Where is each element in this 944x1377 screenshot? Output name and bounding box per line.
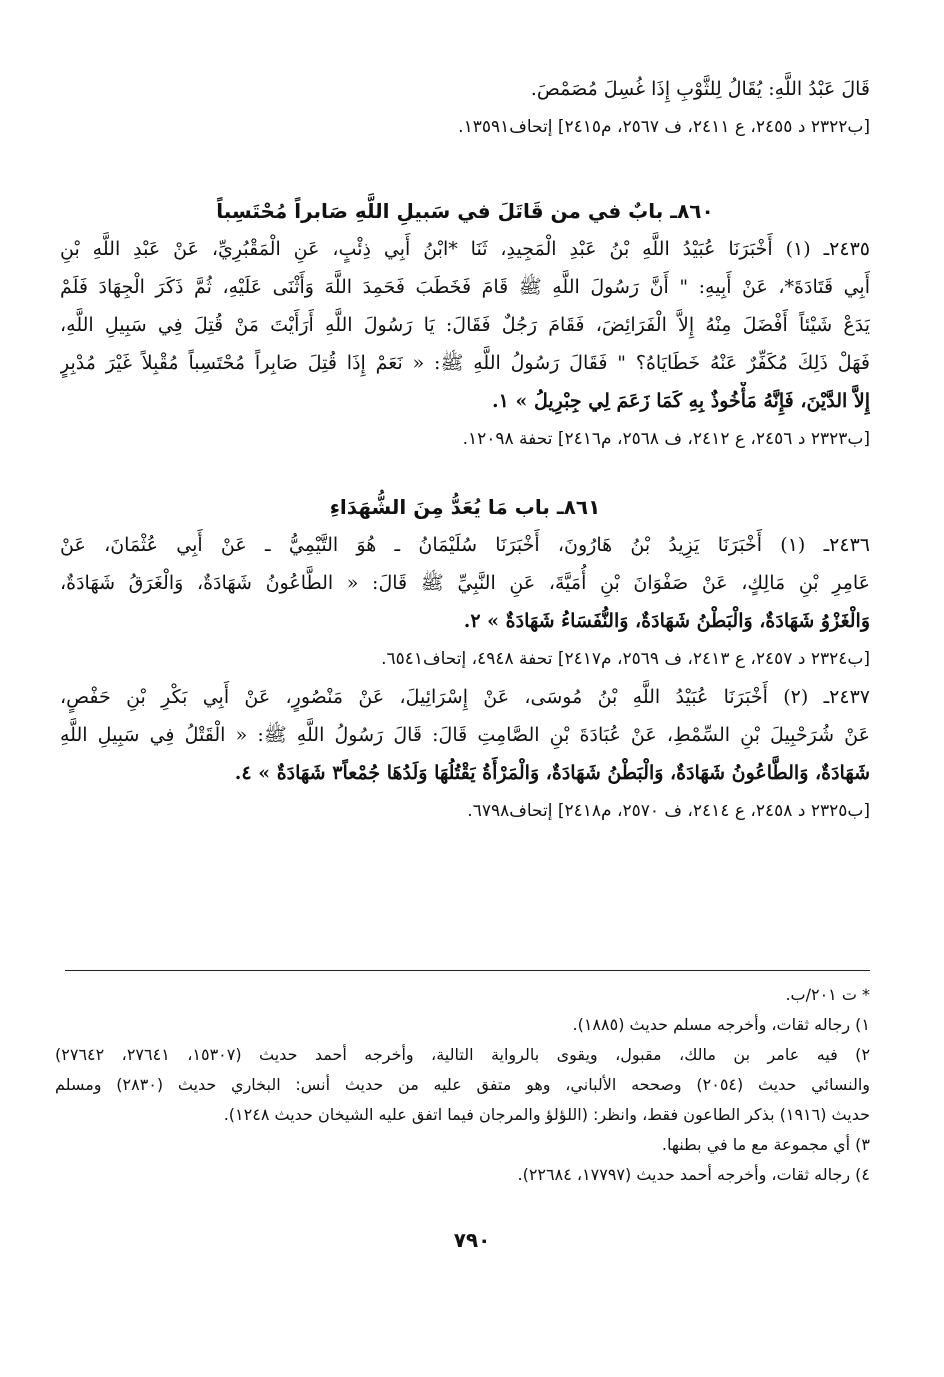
hadith-line: ٢٤٣٧ـ (٢) أَخْبَرَنَا عُبَيْدُ اللَّهِ بْنُ مُوسَى، عَنْ إِسْرَائِيلَ، عَنْ مَنْصُورٍ، عَنْ أَبِي بَكْرِ بْنِ حَفْصٍ، xyxy=(60,686,870,708)
hadith-line: وَالْغَزْوُ شَهَادَةٌ، وَالْبَطْنُ شَهَادَةٌ، وَالنُّفَسَاءُ شَهَادَةٌ » ٢. xyxy=(463,610,870,632)
text-line: قَالَ عَبْدُ اللَّهِ: يُقَالُ لِلثَّوْبِ إِذَا غُسِلَ مُصَمْصَ. xyxy=(530,78,870,100)
page-number: ٧٩٠ xyxy=(453,1228,491,1252)
chapter-heading-860: ٨٦٠ـ بابٌ في من قَاتَلَ في سَبيلِ اللَّهِ صَابراً مُحْتَسِباً xyxy=(216,199,714,223)
footnote-3: ٣) أي مجموعة مع ما في بطنها. xyxy=(661,1135,870,1154)
reference-line: [ب٢٣٢٤ د ٢٤٥٧، ع ٢٤١٣، ف ٢٥٦٩، م٢٤١٧] تحفة ٤٩٤٨، إتحاف٦٥٤١. xyxy=(381,649,870,669)
footnote-1: ١) رجاله ثقات، وأخرجه مسلم حديث (١٨٨٥). xyxy=(572,1015,870,1034)
footnote-star: * ت ٢٠١/ب. xyxy=(785,985,870,1004)
reference-line: [ب٢٣٢٣ د ٢٤٥٦، ع ٢٤١٢، ف ٢٥٦٨، م٢٤١٦] تحفة ١٢٠٩٨. xyxy=(462,429,870,449)
footnote-2-continued: والنسائي حديث (٢٠٥٤) وصححه الألباني، وهو متفق عليه من حديث أنس: البخاري حديث (٢٨٣٠) ومسلم xyxy=(55,1075,870,1094)
hadith-line: ٢٤٣٥ـ (١) أَخْبَرَنَا عُبَيْدُ اللَّهِ بْنُ عَبْدِ الْمَجِيدِ، ثَنَا *ابْنُ أَبِي ذِئْبٍ، عَنِ الْمَقْبُرِيِّ، عَنْ عَبْدِ اللَّهِ بْنِ xyxy=(60,238,870,260)
hadith-line: فَهَلْ ذَلِكَ مُكَفِّرٌ عَنْهُ خَطَايَاهُ؟ " فَقَالَ رَسُولُ اللَّهِ ﷺ: « نَعَمْ إِذَا قُتِلَ صَابِراً مُحْتَسِباً مُقْبِلاً غَيْرَ مُدْبِرٍ xyxy=(60,352,870,374)
footnote-divider xyxy=(65,970,870,971)
footnote-2-continued: حديث (١٩١٦) بذكر الطاعون فقط، وانظر: (اللؤلؤ والمرجان فيما اتفق عليه الشيخان حديث ١٢٤٨). xyxy=(223,1105,870,1124)
reference-line: [ب٢٣٢٢ د ٢٤٥٥، ع ٢٤١١، ف ٢٥٦٧، م٢٤١٥] إتحاف١٣٥٩١. xyxy=(458,117,870,137)
hadith-line: عَنْ شُرَحْبِيلَ بْنِ السِّمْطِ، عَنْ عُبَادَةَ بْنِ الصَّامِتِ قَالَ: قَالَ رَسُولُ اللَّهِ ﷺ: « الْقَتْلُ فِي سَبِيلِ اللَّهِ xyxy=(60,724,870,746)
hadith-line: ٢٤٣٦ـ (١) أَخْبَرَنَا يَزِيدُ بْنُ هَارُونَ، أَخْبَرَنَا سُلَيْمَانُ ـ هُوَ التَّيْمِيُّ ـ عَنْ أَبِي عُثْمَانَ، عَنْ xyxy=(60,534,870,556)
hadith-line: شَهَادَةٌ، وَالطَّاعُونُ شَهَادَةٌ، وَالْبَطْنُ شَهَادَةٌ، وَالْمَرْأَةُ يَقْتُلُهَا وَلَدُهَا جُمْعاً٣ شَهَادَةٌ » ٤. xyxy=(234,762,870,784)
reference-line: [ب٢٣٢٥ د ٢٤٥٨، ع ٢٤١٤، ف ٢٥٧٠، م٢٤١٨] إتحاف٦٧٩٨. xyxy=(467,801,870,821)
footnotes xyxy=(55,980,870,1190)
hadith-line: عَامِرِ بْنِ مَالِكٍ، عَنْ صَفْوَانَ بْنِ أُمَيَّةَ، عَنِ النَّبِيِّ ﷺ قَالَ: « الطَّاعُونُ شَهَادَةٌ، وَالْغَرَقُ شَهَادَةٌ، xyxy=(60,572,870,594)
hadith-line: إِلاَّ الدَّيْنَ، فَإِنَّهُ مَأْخُوذٌ بِهِ كَمَا زَعَمَ لِي جِبْرِيلُ » ١. xyxy=(492,390,870,412)
footnote-2: ٢) فيه عامر بن مالك، مقبول، ويقوى بالرواية التالية، وأخرجه أحمد حديث (١٥٣٠٧، ٢٧٦٤١، ٢٧٦٤٢) xyxy=(55,1045,870,1064)
page-body xyxy=(60,70,870,830)
chapter-heading-861: ٨٦١ـ باب مَا يُعَدُّ مِنَ الشُّهَدَاءِ xyxy=(329,495,601,519)
hadith-line: أَبِي قَتَادَةَ*، عَنْ أَبِيهِ: " أَنَّ رَسُولَ اللَّهِ ﷺ قَامَ فَخَطَبَ فَحَمِدَ اللَّهَ وَأَثْنَى عَلَيْهِ، ثُمَّ ذَكَرَ الْجِهَادَ فَلَمْ xyxy=(60,276,870,298)
hadith-line: يَدَعْ شَيْئاً أَفْضَلَ مِنْهُ إِلاَّ الْفَرَائِضَ، فَقَامَ رَجُلٌ فَقَالَ: يَا رَسُولَ اللَّهِ أَرَأَيْتَ مَنْ قُتِلَ فِي سَبِيلِ اللَّهِ، xyxy=(60,314,870,336)
footnote-4: ٤) رجاله ثقات، وأخرجه أحمد حديث (١٧٧٩٧، ٢٢٦٨٤). xyxy=(517,1165,870,1184)
